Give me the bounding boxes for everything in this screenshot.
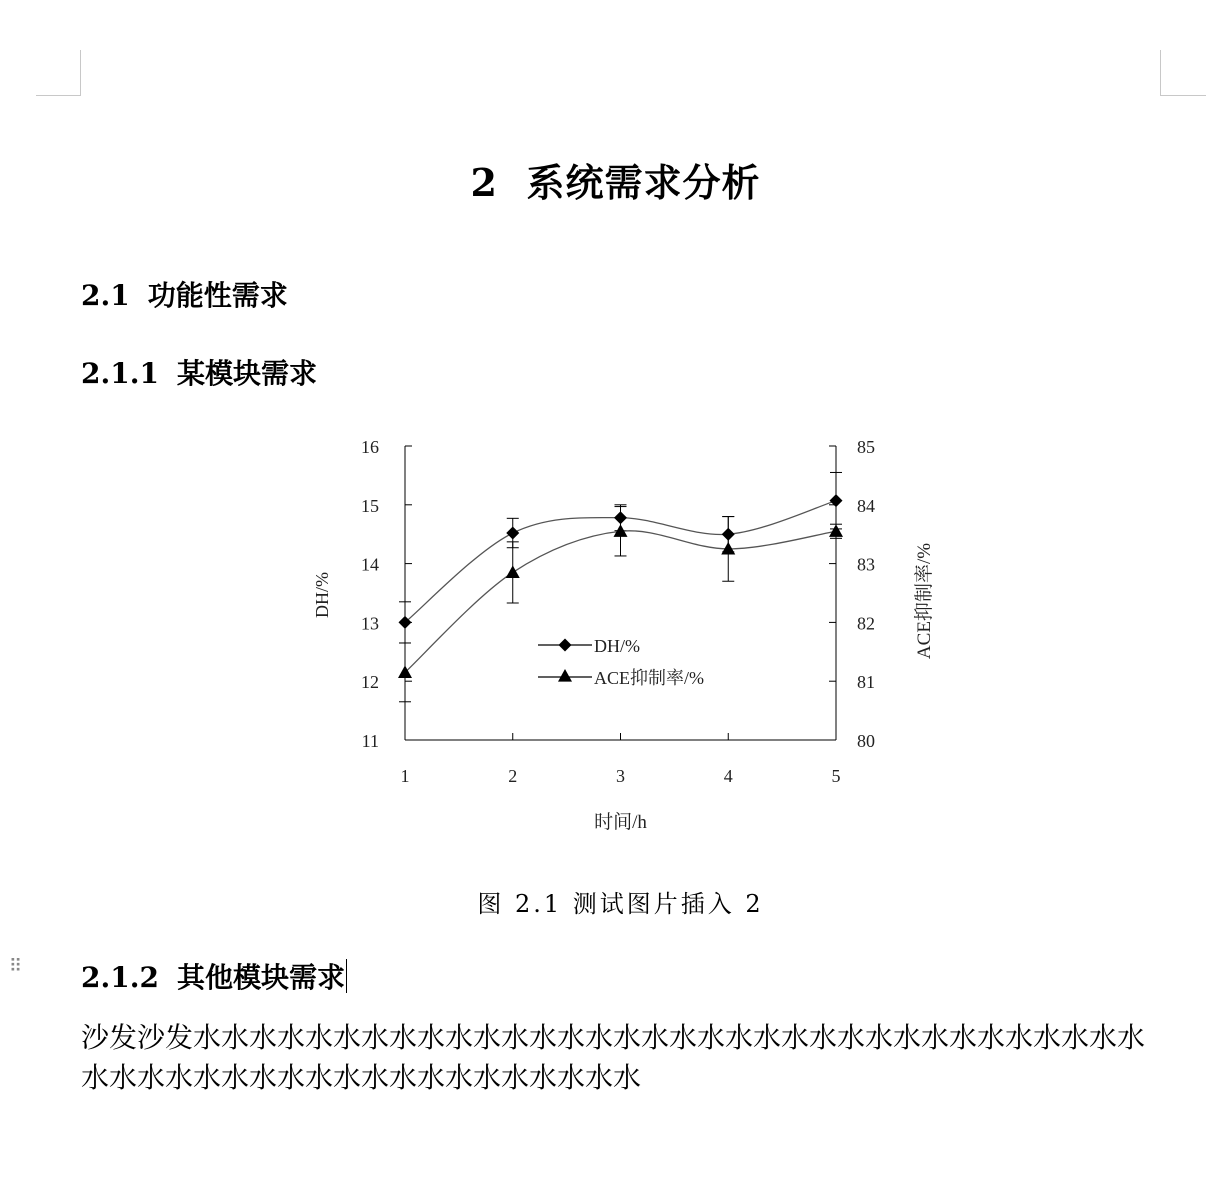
x-tick-label: 3 [616,766,625,786]
y-tick-label-left: 13 [361,613,379,634]
dual-axis-line-chart [300,425,960,845]
section-heading-2-1[interactable] [81,274,288,314]
x-tick-label: 1 [400,766,410,786]
y-tick-label-left: 11 [361,731,379,751]
legend-label: DH/% [594,636,640,656]
section-title: 其他模块需求 [176,961,345,994]
section-number: 2.1.2 [81,961,159,994]
data-point-dh [506,527,519,540]
section-heading-2-1-1[interactable] [81,352,317,392]
page-corner-mark-top-left [36,50,81,96]
x-tick-label: 4 [723,766,733,786]
section-heading-2-1-2[interactable] [81,956,347,996]
y-tick-label-right: 84 [857,495,875,516]
y-tick-label-right: 82 [857,613,875,634]
section-number: 2.1.1 [81,357,159,390]
y-tick-label-right: 83 [857,554,875,575]
chapter-number: 2 [470,160,498,205]
figure-chart[interactable] [300,425,960,845]
y-tick-label-left: 16 [361,437,379,457]
section-title: 某模块需求 [176,357,317,390]
body-paragraph[interactable]: 沙发沙发水水水水水水水水水水水水水水水水水水水水水水水水水水水水水水水水水水水水水水水水水水水水水水水水水水水水水水 [81,1021,1146,1094]
x-tick-label: 5 [831,766,841,786]
y-tick-label-left: 12 [361,672,379,693]
y-axis-label-right: ACE抑制率/% [914,542,935,660]
legend-label: ACE抑制率/% [594,668,704,688]
page-corner-mark-top-right [1160,50,1206,96]
section-title: 功能性需求 [147,279,288,312]
y-tick-label-left: 15 [361,495,379,516]
y-tick-label-right: 80 [857,731,875,751]
y-tick-label-right: 85 [857,437,875,457]
legend-marker-ace [558,669,572,682]
drag-handle-icon[interactable]: ⠿ [9,956,22,977]
x-axis-label: 时间/h [594,812,647,833]
y-tick-label-left: 14 [361,554,379,575]
text-cursor [346,959,347,993]
section-number: 2.1 [81,279,130,312]
y-axis-label-left: DH/% [312,572,332,618]
figure-caption: 图 2.1 测试图片插入 2 [477,890,764,918]
y-tick-label-right: 81 [857,672,875,693]
chapter-title-text: 系统需求分析 [526,160,761,205]
chapter-heading[interactable] [0,152,1231,207]
data-point-ace [506,565,520,578]
data-point-ace [829,524,843,537]
legend-marker-dh [559,639,572,652]
x-tick-label: 2 [508,766,518,786]
